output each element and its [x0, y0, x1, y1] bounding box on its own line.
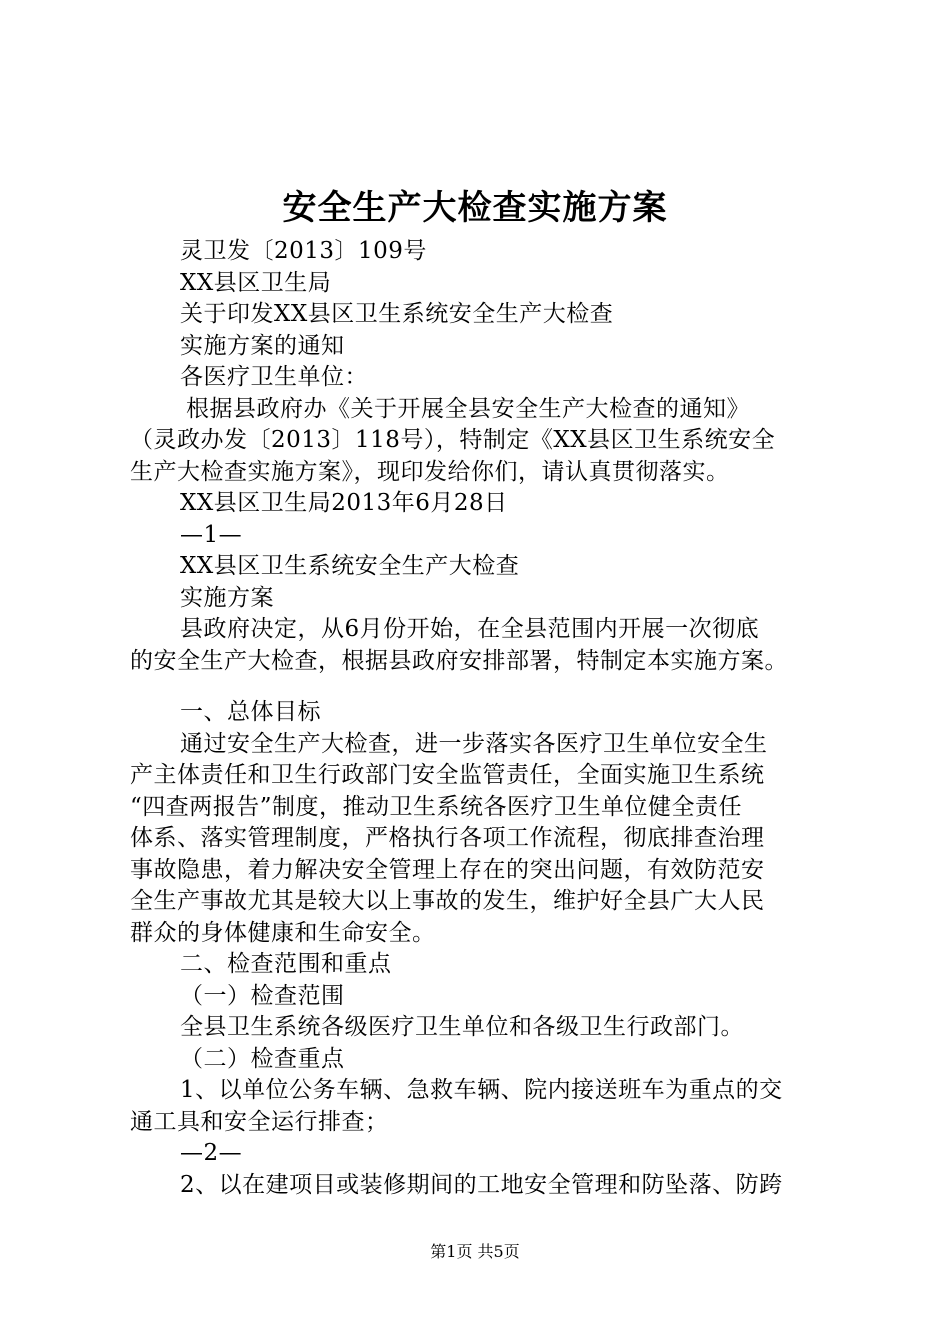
subsection-heading: （二）检查重点: [180, 1045, 345, 1072]
section-heading: 二、检查范围和重点: [180, 951, 392, 977]
paragraph-line: 1、以单位公务车辆、急救车辆、院内接送班车为重点的交: [180, 1077, 783, 1103]
paragraph-line: 产主体责任和卫生行政部门安全监管责任，全面实施卫生系统: [130, 762, 765, 788]
paragraph-line: （灵政办发〔2013〕118号），特制定《XX县区卫生系统安全: [130, 427, 776, 453]
signature-date: XX县区卫生局2013年6月28日: [180, 490, 508, 516]
paragraph-line: “四查两报告”制度，推动卫生系统各医疗卫生单位健全责任: [130, 793, 743, 820]
paragraph-line: 县政府决定，从6月份开始，在全县范围内开展一次彻底: [180, 616, 760, 642]
addressee: 各医疗卫生单位：: [180, 364, 368, 390]
paragraph-line: 生产大检查实施方案》，现印发给你们，请认真贯彻落实。: [130, 458, 730, 485]
document-body: [130, 236, 835, 1201]
document-title: 安全生产大检查实施方案: [282, 188, 668, 228]
issuer: XX县区卫生局: [180, 269, 332, 296]
paragraph-line: 2、以在建项目或装修期间的工地安全管理和防坠落、防跨: [180, 1171, 783, 1198]
paragraph-line: 体系、落实管理制度，严格执行各项工作流程，彻底排查治理: [130, 825, 765, 851]
paragraph-line: 全生产事故尤其是较大以上事故的发生，维护好全县广大人民: [130, 888, 765, 914]
section-heading: 一、总体目标: [180, 699, 321, 725]
notice-title-line-2: 实施方案的通知: [180, 332, 345, 359]
paragraph-line: 全县卫生系统各级医疗卫生单位和各级卫生行政部门。: [180, 1014, 744, 1040]
page-footer: 第1页 共5页: [430, 1242, 520, 1261]
notice-title-line-1: 关于印发XX县区卫生系统安全生产大检查: [180, 301, 614, 327]
doc-number: 灵卫发〔2013〕109号: [180, 238, 427, 264]
paragraph-line: 的安全生产大检查，根据县政府安排部署，特制定本实施方案。: [130, 647, 788, 674]
paragraph-line: 事故隐患，着力解决安全管理上存在的突出问题，有效防范安: [130, 856, 765, 883]
paragraph-gap: [130, 677, 835, 697]
subsection-heading: （一）检查范围: [180, 982, 345, 1009]
paragraph-line: 根据县政府办《关于开展全县安全生产大检查的通知》: [186, 395, 750, 422]
paragraph-line: 通工具和安全运行排查；: [130, 1108, 389, 1135]
plan-title-line-2: 实施方案: [180, 584, 274, 611]
paragraph-line: 通过安全生产大检查，进一步落实各医疗卫生单位安全生: [180, 730, 768, 757]
paragraph-line: 群众的身体健康和生命安全。: [130, 919, 436, 946]
plan-title-line-1: XX县区卫生系统安全生产大检查: [180, 553, 520, 579]
page-marker: —2—: [180, 1140, 243, 1166]
page-marker: —1—: [180, 521, 243, 548]
